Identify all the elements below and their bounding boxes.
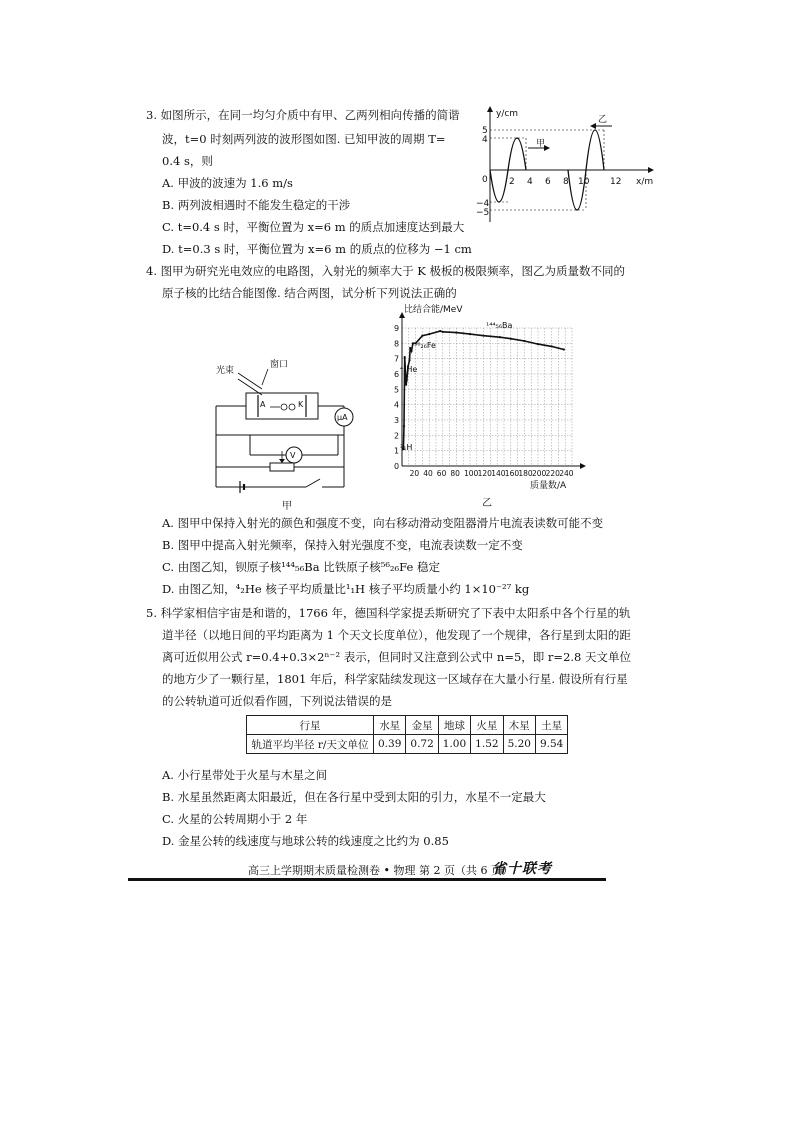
wave-x-tick: 6 xyxy=(545,177,551,187)
q4-option-a: A. 图甲中保持入射光的颜色和强度不变，向右移动滑动变阻器滑片电流表读数可能不变 xyxy=(162,516,604,530)
q5-line4: 的地方少了一颗行星，1801 年后，科学家陆续发现这一区域存在大量小行星. 假设所有行星 xyxy=(162,672,628,686)
table-cell: 地球 xyxy=(438,716,470,735)
table-cell: 土星 xyxy=(535,716,567,735)
y-tick-label: 6 xyxy=(394,370,400,379)
y-tick-label: 1 xyxy=(394,446,400,456)
q5-option-d: D. 金星公转的线速度与地球公转的线速度之比约为 0.85 xyxy=(162,834,449,848)
data-point xyxy=(406,379,408,381)
table-row xyxy=(247,735,568,754)
table-cell: 金星 xyxy=(406,716,438,735)
q5-line3: 离可近似用公式 r=0.4+0.3×2ⁿ⁻² 表示，但同时又注意到公式中 n=5，即 r=2.8 天文单位 xyxy=(162,650,632,664)
data-point xyxy=(551,345,553,347)
q4-option-c: C. 由图乙知，钡原子核¹⁴⁴₅₆Ba 比铁原子核⁵⁶₂₆Fe 稳定 xyxy=(162,560,440,574)
table-cell: 9.54 xyxy=(535,735,567,754)
table-cell: 0.72 xyxy=(406,735,438,754)
data-point xyxy=(408,359,410,361)
q3-option-a: A. 甲波的波速为 1.6 m/s xyxy=(162,176,293,190)
wave-x-tick: 12 xyxy=(610,177,622,187)
switch-icon xyxy=(306,479,320,487)
data-point xyxy=(455,332,457,334)
wave-a-label: 甲 xyxy=(536,139,546,149)
data-point xyxy=(523,340,525,342)
x-tick-label: 120 xyxy=(477,469,492,478)
table-cell: 1.52 xyxy=(471,735,503,754)
x-tick-label: 60 xyxy=(436,469,447,478)
electron-icon xyxy=(289,404,295,410)
data-point xyxy=(439,330,441,332)
wave-y-tick: −4 xyxy=(476,199,490,209)
q4-option-d: D. 由图乙知，⁴₂He 核子平均质量比¹₁H 核子平均质量小约 1×10⁻²⁷ kg xyxy=(162,582,530,596)
footer-rule xyxy=(128,878,606,881)
wave-x-label: x/m xyxy=(636,177,654,187)
data-point xyxy=(563,348,565,350)
q3-line2: 波，t=0 时刻两列波的波形图如图. 已知甲波的周期 T= xyxy=(162,132,446,146)
data-point xyxy=(403,425,405,427)
wave-origin: 0 xyxy=(482,175,488,185)
photoelectric-circuit xyxy=(210,355,362,515)
wave-y-tick: 4 xyxy=(482,135,488,145)
y-tick-label: 7 xyxy=(394,354,400,364)
wave-y-label: y/cm xyxy=(496,109,519,119)
annotation-fe: ⁵⁶₂₆Fe xyxy=(414,341,436,350)
q3-line3: 0.4 s，则 xyxy=(162,154,213,168)
data-point xyxy=(537,343,539,345)
wave-graph xyxy=(470,104,660,226)
q4-line2: 原子核的比结合能图像. 结合两图，试分析下列说法正确的 xyxy=(162,286,457,300)
q3-option-b: B. 两列波相遇时不能发生稳定的干涉 xyxy=(162,198,351,212)
page-footer-text: 高三上学期期末质量检测卷 • 物理 第 2 页（共 6 页） xyxy=(248,864,513,877)
y-tick-label: 2 xyxy=(394,431,400,441)
x-axis-arrow-icon xyxy=(580,463,586,469)
q5-option-c: C. 火星的公转周期小于 2 年 xyxy=(162,812,308,826)
q3-option-d: D. t=0.3 s 时，平衡位置为 x=6 m 的质点的位移为 −1 cm xyxy=(162,242,472,256)
annotation-ba: ¹⁴⁴₅₆Ba xyxy=(486,321,513,330)
table-cell: 木星 xyxy=(503,716,535,735)
data-point xyxy=(499,336,501,338)
chart-y-label: 比结合能/MeV xyxy=(404,305,463,315)
chart-x-label: 质量数/A xyxy=(530,481,567,491)
wave-y-tick: −5 xyxy=(476,208,490,218)
y-tick-label: 9 xyxy=(394,324,400,333)
binding-energy-chart xyxy=(382,302,592,516)
wave-x-tick: 8 xyxy=(563,177,569,187)
x-tick-label: 160 xyxy=(504,469,520,478)
x-tick-label: 100 xyxy=(464,469,479,478)
wave-y-tick: 5 xyxy=(482,126,488,136)
x-tick-label: 140 xyxy=(491,469,506,478)
planet-table xyxy=(246,715,568,754)
wave-x-tick: 2 xyxy=(509,177,515,187)
table-cell: 1.00 xyxy=(438,735,470,754)
data-point xyxy=(421,335,423,337)
data-point xyxy=(469,333,471,335)
cathode-label: K xyxy=(298,400,304,409)
brand-logo: 省十联考 xyxy=(492,861,552,877)
rheostat xyxy=(270,463,294,471)
electron-icon xyxy=(281,404,287,410)
x-tick-label: 220 xyxy=(545,469,560,478)
table-row xyxy=(247,716,568,735)
y-tick-label: 4 xyxy=(394,400,400,410)
q4-option-b: B. 图甲中提高入射光频率，保持入射光强度不变，电流表读数一定不变 xyxy=(162,538,523,552)
slider-arrow-icon xyxy=(279,459,285,463)
ammeter-label: μA xyxy=(337,413,348,422)
table-cell: 水星 xyxy=(374,716,406,735)
y-tick-label: 0 xyxy=(394,462,400,471)
q3-line1: 3. 如图所示，在同一均匀介质中有甲、乙两列相向传播的简谐 xyxy=(146,108,460,122)
q5-line5: 的公转轨道可近似看作圆，下列说法错误的是 xyxy=(162,694,392,708)
window-label: 窗口 xyxy=(270,360,289,370)
data-point xyxy=(442,331,444,333)
x-tick-label: 40 xyxy=(423,469,433,478)
anode-label: A xyxy=(260,400,266,409)
x-tick-label: 80 xyxy=(450,469,460,478)
q4-line1: 4. 图甲为研究光电效应的电路图，入射光的频率大于 K 极板的极限频率，图乙为质量数不同的 xyxy=(146,264,626,278)
circuit-caption: 甲 xyxy=(282,501,292,512)
q5-option-a: A. 小行星带处于火星与木星之间 xyxy=(162,768,328,782)
data-point xyxy=(409,347,411,349)
data-point xyxy=(510,338,512,340)
x-tick-label: 240 xyxy=(559,469,574,478)
table-cell: 0.39 xyxy=(374,735,406,754)
x-tick-label: 200 xyxy=(532,469,547,478)
data-point xyxy=(483,335,485,337)
y-tick-label: 5 xyxy=(394,385,400,395)
voltmeter-label: V xyxy=(290,451,296,460)
chart-caption: 乙 xyxy=(482,498,492,509)
table-cell: 火星 xyxy=(471,716,503,735)
y-tick-label: 8 xyxy=(394,339,400,349)
table-header-cell: 行星 xyxy=(247,716,374,735)
q5-line2: 道半径（以地日间的平均距离为 1 个天文长度单位），他发现了一个规律，各行星到太阳的距 xyxy=(162,628,631,642)
chart-axes xyxy=(399,312,586,469)
data-point xyxy=(405,384,407,386)
y-tick-label: 3 xyxy=(394,416,400,425)
annotation-he: ⁴₂He xyxy=(400,365,418,374)
table-cell: 5.20 xyxy=(503,735,535,754)
x-tick-label: 20 xyxy=(409,469,420,478)
table-header-cell: 轨道平均半径 r/天文单位 xyxy=(247,735,374,754)
wave-x-tick: 4 xyxy=(527,177,533,187)
arrow-left-icon xyxy=(590,123,596,129)
q5-line1: 5. 科学家相信宇宙是和谐的，1766 年，德国科学家提丢斯研究了下表中太阳系中各个行星的轨 xyxy=(146,606,631,620)
phototube xyxy=(246,393,318,419)
data-point xyxy=(404,356,406,358)
light-beam-label: 光束 xyxy=(216,366,235,376)
q5-option-b: B. 水星虽然距离太阳最近，但在各行星中受到太阳的引力，水星不一定最大 xyxy=(162,790,546,804)
q3-option-c: C. t=0.4 s 时，平衡位置为 x=6 m 的质点加速度达到最大 xyxy=(162,220,465,234)
data-point xyxy=(428,333,430,335)
x-tick-label: 180 xyxy=(518,469,533,478)
data-point xyxy=(410,350,412,352)
wave-x-tick: 10 xyxy=(578,177,590,187)
wave-b-label: 乙 xyxy=(598,115,608,125)
annotation-h: ²₁H xyxy=(400,443,413,452)
